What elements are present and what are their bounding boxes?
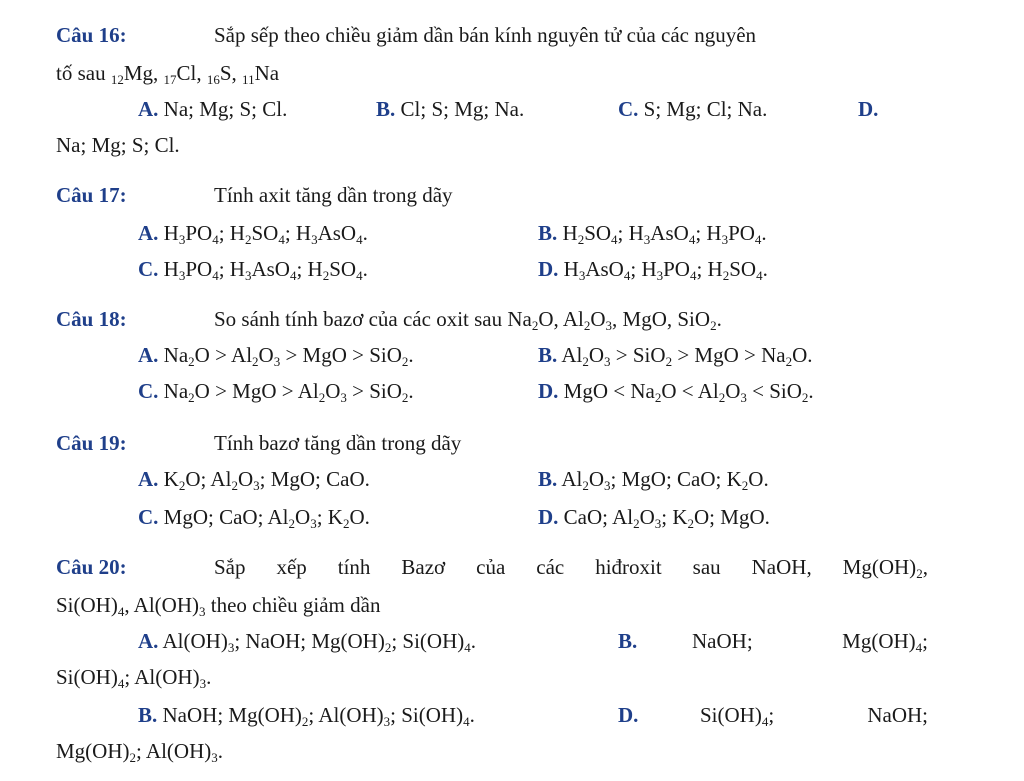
- option-d-label: D.: [538, 505, 559, 529]
- question-20-text: [214, 554, 928, 580]
- q18-option-d[interactable]: [538, 378, 814, 404]
- question-16-text-cont: tố sau: [56, 61, 106, 85]
- q17-option-c[interactable]: [138, 256, 368, 282]
- q20-option-a[interactable]: [138, 628, 476, 654]
- option-d-label: D.: [858, 97, 879, 121]
- q20-option-d[interactable]: [618, 702, 928, 728]
- option-a-label: A.: [138, 467, 159, 491]
- q18-option-c[interactable]: [138, 378, 414, 404]
- option-c-text: MgO; CaO; $Al_2O_3$; $K_2O$.: [163, 505, 370, 531]
- option-d-part1: $Si(OH)_4$;: [700, 703, 775, 729]
- option-a-text: Na; Mg; S; Cl.: [163, 97, 288, 121]
- q18-option-a[interactable]: [138, 342, 414, 368]
- q16-option-b[interactable]: [376, 96, 524, 122]
- option-c-label: C.: [138, 379, 159, 403]
- option-d-text-cont: $Mg(OH)_2$; $Al(OH)_3$.: [56, 739, 223, 765]
- q20-option-b-cont[interactable]: [56, 664, 211, 690]
- q20-option-c[interactable]: [138, 702, 475, 728]
- question-16: [56, 22, 936, 48]
- q20-word: của: [476, 555, 506, 579]
- option-d-text: Na; Mg; S; Cl.: [56, 133, 180, 157]
- question-17-label: Câu 17:: [56, 183, 127, 207]
- question-18-text: So sánh tính bazơ của các oxit sau $Na_2O$, $Al_2O_3$, MgO, SiO$_2$.: [214, 307, 722, 333]
- option-c-text: $H_3PO_4$; $H_3AsO_4$; $H_2SO_4$.: [163, 257, 368, 283]
- option-c-label: C.: [138, 505, 159, 529]
- question-20-text-cont: [56, 592, 380, 618]
- question-20-line2: $Si(OH)_4$, $Al(OH)_3$ theo chiều giảm dần: [56, 593, 381, 619]
- option-b-text: $Al_2O_3$; MgO; CaO; $K_2O$.: [561, 467, 769, 493]
- q16-option-c[interactable]: [618, 96, 767, 122]
- q20-word: Sắp: [214, 555, 246, 579]
- question-20: [56, 554, 928, 580]
- question-16-label: Câu 16:: [56, 23, 127, 47]
- q20-word: Bazơ: [401, 555, 446, 579]
- option-d-text: MgO < $Na_2O < Al_2O_3 < SiO_2$.: [563, 379, 814, 405]
- option-d-label: D.: [538, 379, 559, 403]
- option-a-text: $H_3PO_4$; $H_2SO_4$; $H_3AsO_4$.: [163, 221, 368, 247]
- q20-word: NaOH,: [751, 555, 812, 579]
- option-c-text: S; Mg; Cl; Na.: [643, 97, 768, 121]
- q17-option-a[interactable]: [138, 220, 368, 246]
- option-a-text: $K_2O$; $Al_2O_3$; MgO; CaO.: [163, 467, 370, 493]
- option-b-label: B.: [376, 97, 396, 121]
- option-b-text: Cl; S; Mg; Na.: [400, 97, 525, 121]
- q17-option-b[interactable]: [538, 220, 767, 246]
- option-b-label: B.: [538, 467, 558, 491]
- element-list: $_{12}$Mg, $_{17}$Cl, $_{16}$S, $_{11}$Na: [110, 61, 280, 87]
- question-18-label: Câu 18:: [56, 307, 127, 331]
- question-18: [56, 306, 936, 332]
- option-b-part1: NaOH;: [692, 629, 753, 653]
- option-a-label: A.: [138, 343, 159, 367]
- q19-option-d[interactable]: [538, 504, 770, 530]
- q19-option-c[interactable]: [138, 504, 370, 530]
- q20-word: tính: [337, 555, 371, 579]
- question-17-text: Tính axit tăng dần trong dãy: [214, 183, 453, 207]
- option-a-text: $Al(OH)_3$; NaOH; $Mg(OH)_2$; $Si(OH)_4$.: [162, 629, 476, 655]
- option-c-label: C.: [138, 257, 159, 281]
- question-16-text: Sắp sếp theo chiều giảm dần bán kính nguyên tử của các nguyên: [214, 23, 757, 47]
- option-b-label: B.: [538, 221, 558, 245]
- question-19-label: Câu 19:: [56, 431, 127, 455]
- question-20-label: Câu 20:: [56, 555, 127, 579]
- q20-word: xếp: [276, 555, 307, 579]
- option-d-text: CaO; $Al_2O_3$; $K_2O$; MgO.: [563, 505, 770, 531]
- question-17: [56, 182, 936, 208]
- option-d-label: D.: [538, 257, 559, 281]
- question-19-text: Tính bazơ tăng dần trong dãy: [214, 431, 462, 455]
- q20-option-d-cont[interactable]: [56, 738, 223, 764]
- q16-option-a[interactable]: [138, 96, 287, 122]
- q16-option-d[interactable]: [56, 132, 180, 158]
- option-b-label: B.: [538, 343, 558, 367]
- q16-option-d-label[interactable]: [858, 96, 878, 122]
- option-b-text: $Al_2O_3 > SiO_2$ > MgO > $Na_2O$.: [561, 343, 813, 369]
- question-16-elements: [56, 60, 279, 86]
- q20-option-b[interactable]: [618, 628, 928, 654]
- option-b-part2: $Mg(OH)_4$;: [842, 629, 928, 655]
- option-c-label: B.: [138, 703, 158, 727]
- option-b-label: B.: [618, 629, 638, 653]
- option-b-text-cont: $Si(OH)_4$; $Al(OH)_3$.: [56, 665, 212, 691]
- option-a-label: A.: [138, 221, 159, 245]
- option-a-label: A.: [138, 97, 159, 121]
- option-c-label: C.: [618, 97, 639, 121]
- q20-word: sau: [692, 555, 721, 579]
- option-c-text: NaOH; $Mg(OH)_2$; $Al(OH)_3$; $Si(OH)_4$.: [162, 703, 475, 729]
- option-c-text: $Na_2O$ > MgO > $Al_2O_3 > SiO_2$.: [163, 379, 414, 405]
- q19-option-a[interactable]: [138, 466, 370, 492]
- option-a-text: $Na_2O > Al_2O_3$ > MgO > SiO$_2$.: [163, 343, 414, 369]
- option-b-text: $H_2SO_4$; $H_3AsO_4$; $H_3PO_4$.: [562, 221, 767, 247]
- option-d-label: D.: [618, 703, 639, 727]
- q20-word: hiđroxit: [595, 555, 662, 579]
- option-d-part2: NaOH;: [867, 703, 928, 727]
- q17-option-d[interactable]: [538, 256, 768, 282]
- question-19: [56, 430, 936, 456]
- q20-word: $Mg(OH)_2$,: [842, 555, 928, 581]
- q20-word: các: [536, 555, 565, 579]
- option-a-label: A.: [138, 629, 159, 653]
- q19-option-b[interactable]: [538, 466, 769, 492]
- q18-option-b[interactable]: [538, 342, 813, 368]
- option-d-text: $H_3AsO_4$; $H_3PO_4$; $H_2SO_4$.: [563, 257, 768, 283]
